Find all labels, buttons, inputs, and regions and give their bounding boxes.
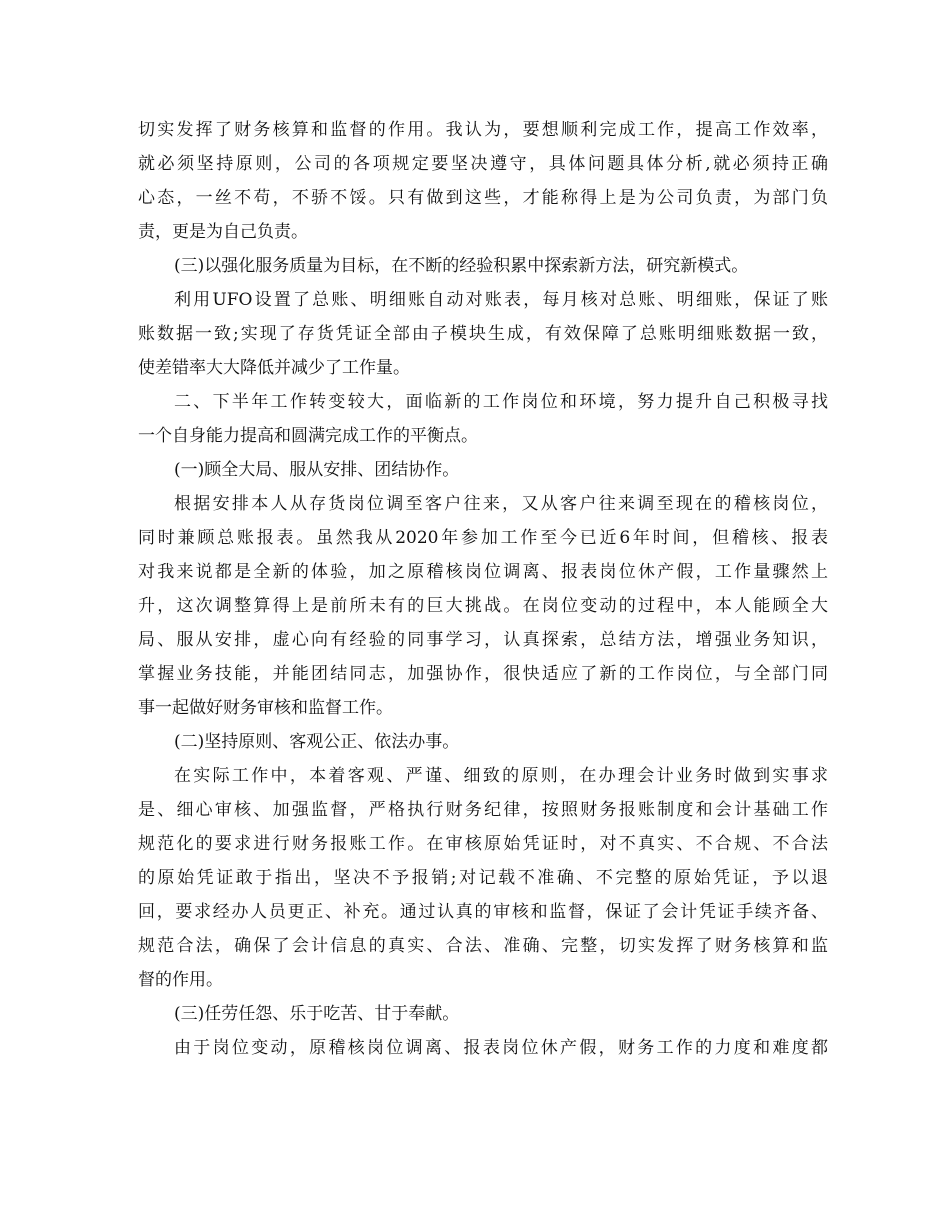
text-line: 是、细心审核、加强监督，严格执行财务纪律，按照财务报账制度和会计基础工作 bbox=[138, 800, 828, 820]
text-line: 账数据一致;实现了存货凭证全部由子模块生成，有效保障了总账明细账数据一致， bbox=[138, 324, 828, 344]
section-heading: (三)以强化服务质量为目标，在不断的经验积累中探索新方法，研究新模式。 bbox=[174, 256, 749, 276]
text-line: 事一起做好财务审核和监督工作。 bbox=[138, 698, 393, 718]
text-line: 切实发挥了财务核算和监督的作用。我认为，要想顺利完成工作，提高工作效率， bbox=[138, 120, 828, 140]
text-line: 升，这次调整算得上是前所未有的巨大挑战。在岗位变动的过程中，本人能顾全大 bbox=[138, 596, 828, 616]
text-line: 就必须坚持原则，公司的各项规定要坚决遵守，具体问题具体分析,就必须持正确 bbox=[138, 154, 828, 174]
text-line: 一个自身能力提高和圆满完成工作的平衡点。 bbox=[138, 426, 478, 446]
text-line: 回，要求经办人员更正、补充。通过认真的审核和监督，保证了会计凭证手续齐备、 bbox=[138, 902, 828, 922]
document-body bbox=[138, 113, 828, 1065]
text-line: 在实际工作中，本着客观、严谨、细致的原则，在办理会计业务时做到实事求 bbox=[174, 766, 828, 786]
text-line: 规范合法，确保了会计信息的真实、合法、准确、完整，切实发挥了财务核算和监 bbox=[138, 936, 828, 956]
text-line: 根据安排本人从存货岗位调至客户往来，又从客户往来调至现在的稽核岗位， bbox=[174, 494, 828, 514]
text-line: 心态，一丝不苟，不骄不馁。只有做到这些，才能称得上是为公司负责，为部门负 bbox=[138, 188, 828, 208]
section-heading: (三)任劳任怨、乐于吃苦、甘于奉献。 bbox=[174, 1004, 460, 1024]
text-line: 对我来说都是全新的体验，加之原稽核岗位调离、报表岗位休产假，工作量骤然上 bbox=[138, 562, 828, 582]
text-line: 利用UFO设置了总账、明细账自动对账表，每月核对总账、明细账，保证了账 bbox=[174, 290, 828, 310]
text-line: 规范化的要求进行财务报账工作。在审核原始凭证时，对不真实、不合规、不合法 bbox=[138, 834, 828, 854]
section-heading: (一)顾全大局、服从安排、团结协作。 bbox=[174, 460, 460, 480]
text-line: 掌握业务技能，并能团结同志，加强协作，很快适应了新的工作岗位，与全部门同 bbox=[138, 664, 828, 684]
section-heading: (二)坚持原则、客观公正、依法办事。 bbox=[174, 732, 460, 752]
text-line: 同时兼顾总账报表。虽然我从2020年参加工作至今已近6年时间，但稽核、报表 bbox=[138, 528, 828, 548]
text-line: 使差错率大大降低并减少了工作量。 bbox=[138, 358, 410, 378]
text-line: 责，更是为自己负责。 bbox=[138, 222, 308, 242]
text-line: 的原始凭证敢于指出，坚决不予报销;对记载不准确、不完整的原始凭证，予以退 bbox=[138, 868, 828, 888]
text-line: 督的作用。 bbox=[138, 970, 223, 990]
text-line: 局、服从安排，虚心向有经验的同事学习，认真探索，总结方法，增强业务知识， bbox=[138, 630, 828, 650]
section-heading: 二、下半年工作转变较大，面临新的工作岗位和环境，努力提升自己积极寻找 bbox=[174, 392, 828, 412]
text-line: 由于岗位变动，原稽核岗位调离、报表岗位休产假，财务工作的力度和难度都 bbox=[174, 1038, 828, 1058]
